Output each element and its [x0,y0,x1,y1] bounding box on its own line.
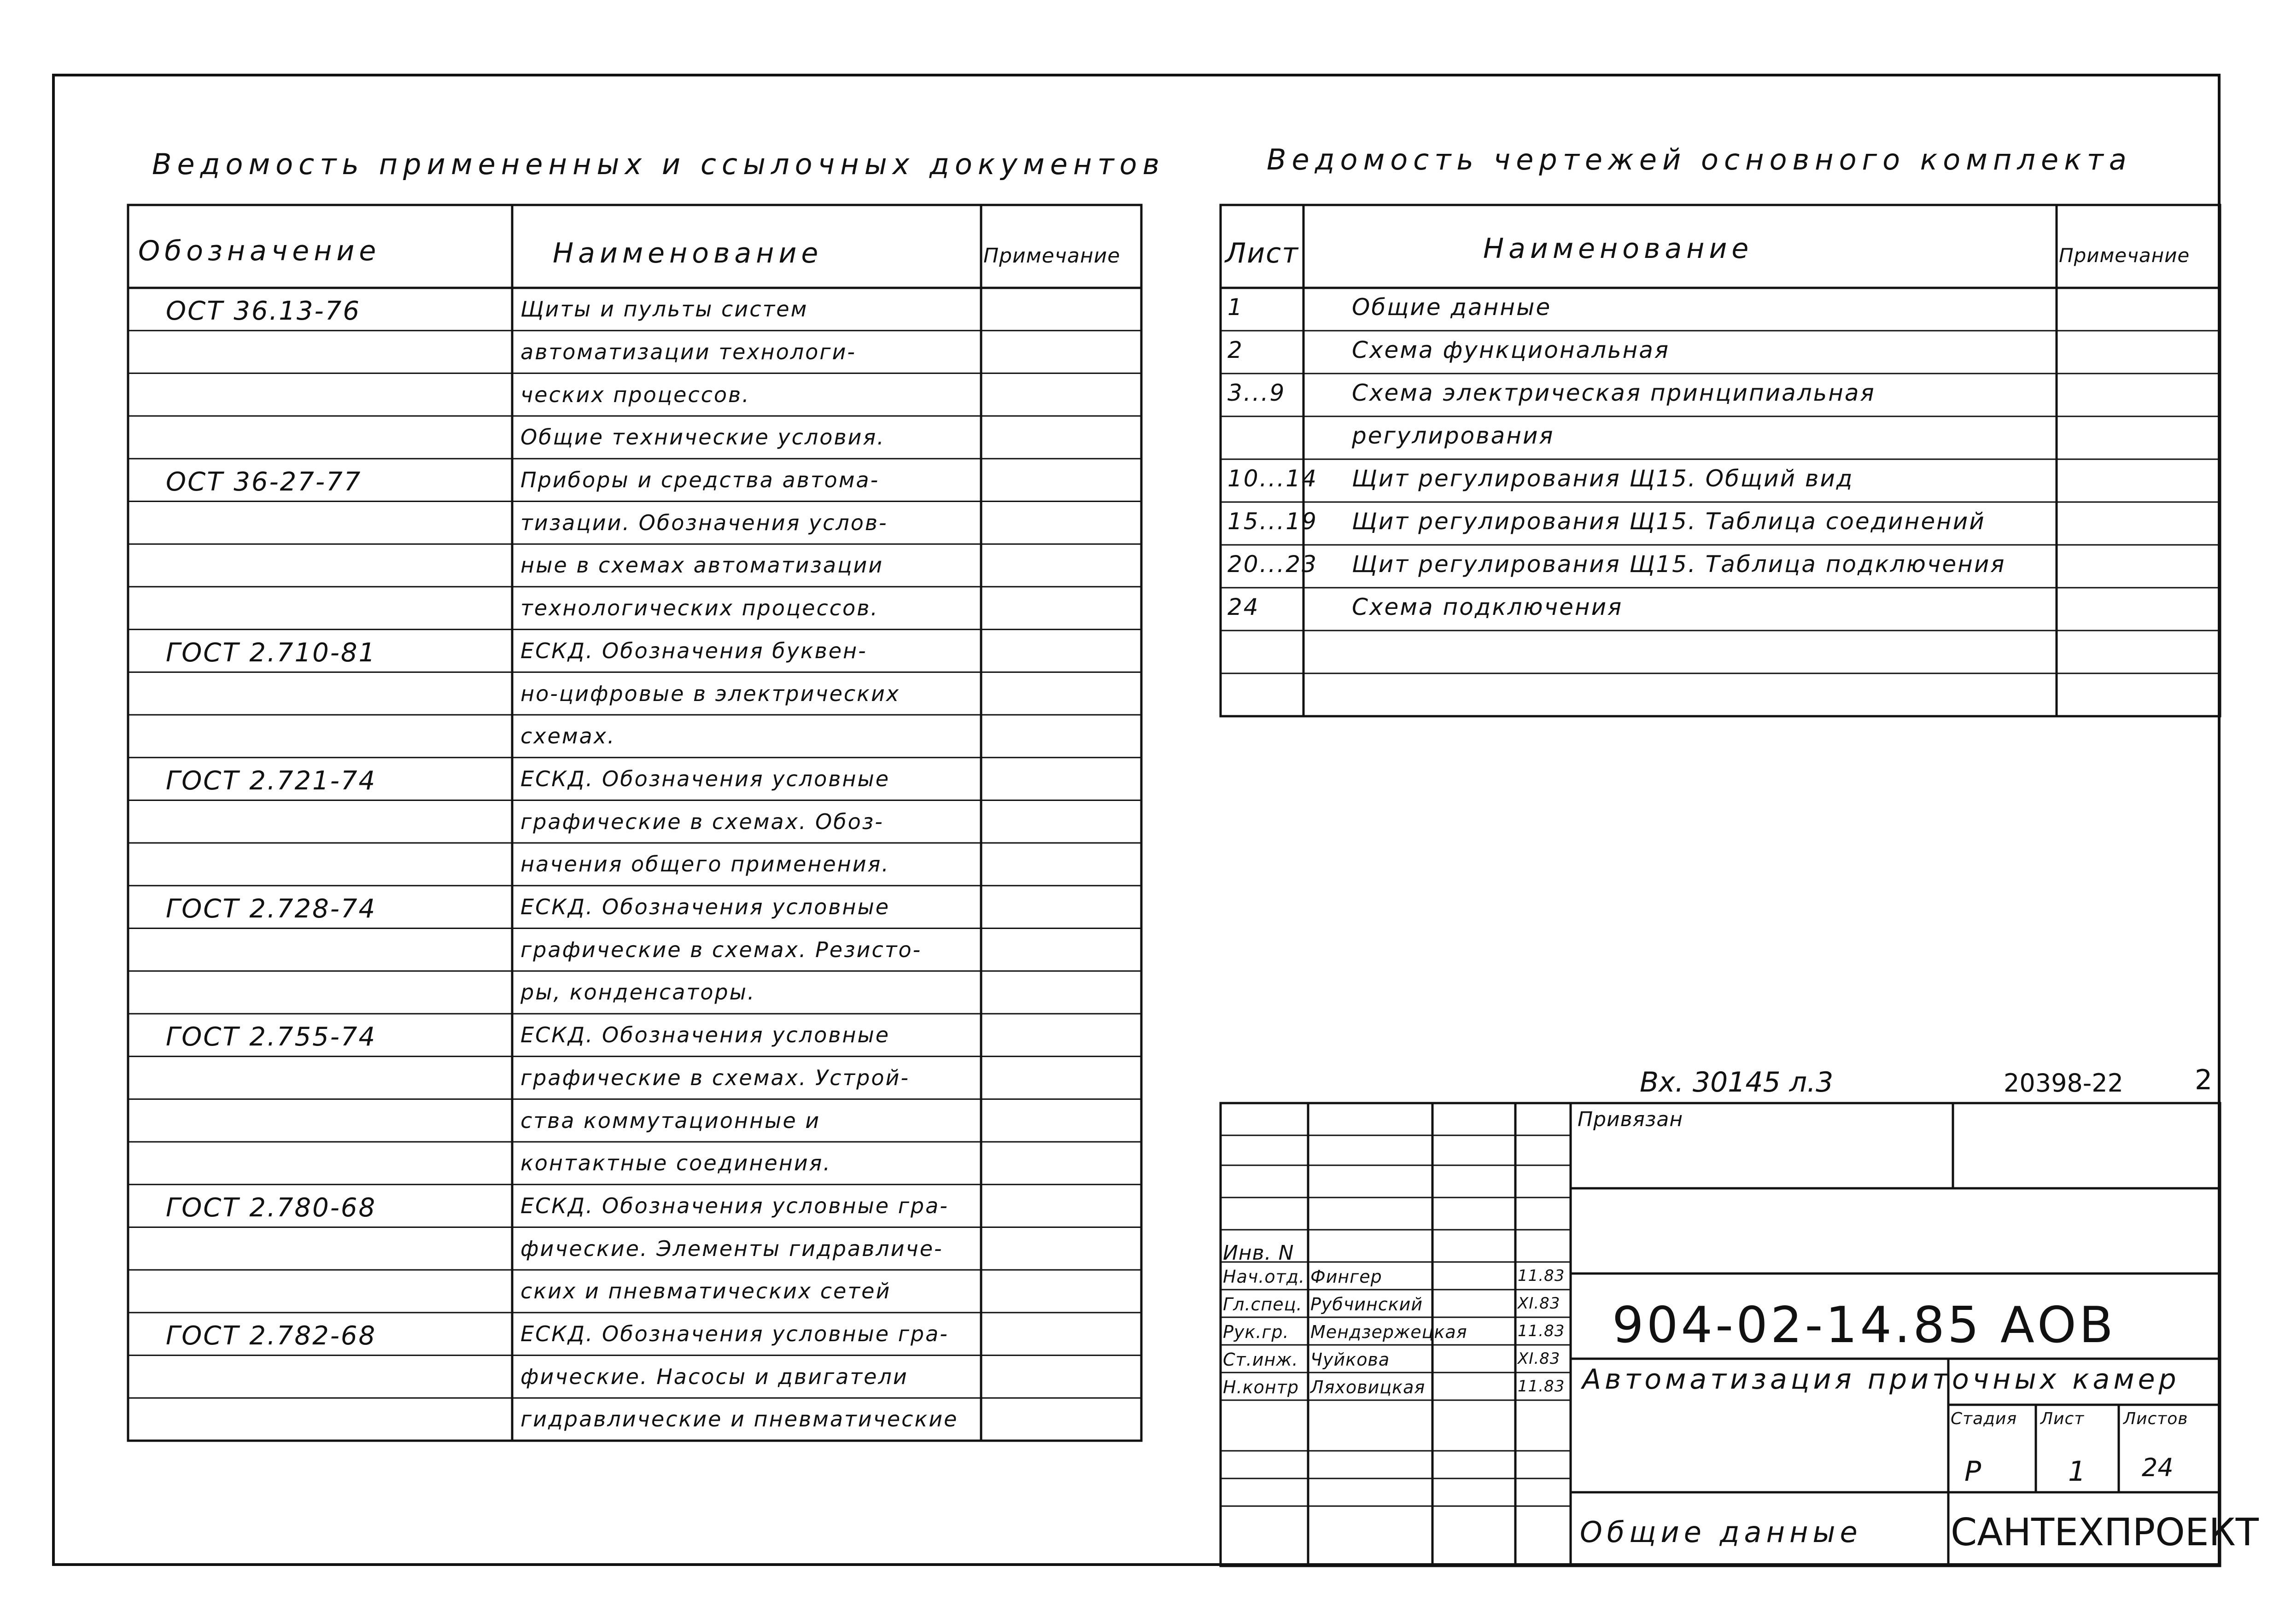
left-table-title: Ведомость применeнных и ссылочных документов [152,147,1165,181]
left-name-cell: тизации. Обозначения услов- [520,510,888,535]
right-name-cell: Схема подключения [1352,593,1623,620]
person-date: 11.83 [1518,1267,1565,1285]
right-sheet-cell: 10...14 [1227,465,1318,492]
right-sheet-cell: 3...9 [1227,379,1286,406]
left-name-cell: ЕСКД. Обозначения буквен- [520,638,867,663]
left-designation-cell: ОСТ 36.13-76 [166,296,361,327]
right-name-cell: регулирования [1352,422,1555,449]
left-name-cell: графические в схемах. Резисто- [520,937,922,962]
person-date: XI.83 [1518,1294,1560,1313]
left-name-cell: ческих процессов. [520,382,750,407]
left-name-cell: автоматизации технологи- [520,339,856,364]
left-name-cell: ЕСКД. Обозначения условные [520,766,890,791]
right-sheet-cell: 2 [1227,336,1244,363]
right-name-cell: Щит регулирования Щ15. Общий вид [1352,465,1854,492]
lists-value: 24 [2142,1453,2174,1482]
organization: САНТЕХПРОЕКТ [1951,1511,2259,1554]
list-value: 1 [2068,1455,2086,1488]
person-name: Мендзержецкая [1310,1322,1467,1342]
left-header-designation: Обозначение [138,235,381,267]
left-designation-cell: ГОСТ 2.755-74 [166,1022,377,1052]
left-name-cell: фические. Насосы и двигатели [520,1364,908,1389]
incoming-note: Вх. 30145 л.3 [1640,1066,1834,1098]
left-name-cell: ЕСКД. Обозначения условные [520,1022,890,1048]
left-name-cell: графические в схемах. Устрой- [520,1065,910,1090]
right-name-cell: Щит регулирования Щ15. Таблица подключения [1352,550,2006,578]
right-name-cell: Схема функциональная [1352,336,1670,363]
sheet-number: 2 [2195,1064,2213,1096]
left-name-cell: ства коммутационные и [520,1108,821,1133]
left-name-cell: ЕСКД. Обозначения условные [520,894,890,920]
person-role: Ст.инж. [1223,1349,1298,1370]
left-designation-cell: ГОСТ 2.728-74 [166,894,377,924]
left-name-cell: Приборы и средства автома- [520,467,880,492]
right-sheet-cell: 20...23 [1227,550,1318,578]
drawing-name: Общие данные [1580,1515,1862,1549]
right-name-cell: Общие данные [1352,293,1552,321]
left-name-cell: Щиты и пульты систем [520,297,808,322]
left-name-cell: гидравлические и пневматические [520,1407,958,1432]
stage-value: Р [1964,1455,1981,1488]
left-name-cell: ры, конденсаторы. [520,980,756,1005]
left-name-cell: начения общего применения. [520,852,890,877]
right-name-cell: Щит регулирования Щ15. Таблица соединений [1352,508,1986,535]
left-name-cell: Общие технические условия. [520,425,885,450]
sheet-code: 20398-22 [2004,1069,2123,1098]
right-sheet-cell: 24 [1227,593,1260,620]
left-name-cell: схемах. [520,724,616,749]
right-header-name: Наименование [1483,233,1753,265]
person-date: XI.83 [1518,1349,1560,1368]
left-designation-cell: ГОСТ 2.780-68 [166,1192,377,1223]
project-title: Автоматизация приточных камер [1582,1363,2180,1396]
stage-label: Стадия [1951,1409,2017,1428]
privyazan-label: Привязан [1578,1108,1683,1131]
person-name: Рубчинский [1310,1294,1423,1314]
left-name-cell: фические. Элементы гидравличе- [520,1236,943,1261]
left-designation-cell: ГОСТ 2.721-74 [166,765,377,796]
right-header-sheet: Лист [1225,237,1299,269]
left-designation-cell: ГОСТ 2.710-81 [166,637,377,668]
person-role: Гл.спец. [1223,1294,1303,1314]
document-code: 904-02-14.85 АОВ [1612,1297,2116,1354]
person-date: 11.83 [1518,1377,1565,1396]
list-label: Лист [2040,1409,2085,1428]
right-header-note: Примечание [2059,244,2190,267]
person-role: Рук.гр. [1223,1322,1289,1342]
left-name-cell: ЕСКД. Обозначения условные гра- [520,1321,949,1347]
person-name: Чуйкова [1310,1349,1390,1370]
left-designation-cell: ГОСТ 2.782-68 [166,1321,377,1351]
left-header-note: Примечание [983,244,1121,268]
left-name-cell: но-цифровые в электрических [520,681,900,706]
left-name-cell: ные в схемах автоматизации [520,553,884,578]
right-name-cell: Схема электрическая принципиальная [1352,379,1876,406]
right-table-title: Ведомость чертежей основного комплекта [1267,143,2132,176]
lists-label: Листов [2123,1409,2188,1428]
left-name-cell: контактные соединения. [520,1151,831,1176]
inv-number-label: Инв. N [1223,1241,1294,1265]
left-header-name: Наименование [553,237,823,269]
person-date: 11.83 [1518,1322,1565,1340]
person-role: Нач.отд. [1223,1267,1305,1287]
left-name-cell: графические в схемах. Обоз- [520,809,884,834]
right-sheet-cell: 1 [1227,293,1244,321]
left-name-cell: ЕСКД. Обозначения условные гра- [520,1193,949,1218]
person-role: Н.контр [1223,1377,1299,1397]
left-designation-cell: ОСТ 36-27-77 [166,467,362,497]
person-name: Ляховицкая [1310,1377,1426,1397]
right-sheet-cell: 15...19 [1227,508,1318,535]
person-name: Фингер [1310,1267,1382,1287]
left-name-cell: ских и пневматических сетей [520,1279,891,1304]
left-name-cell: технологических процессов. [520,596,879,621]
